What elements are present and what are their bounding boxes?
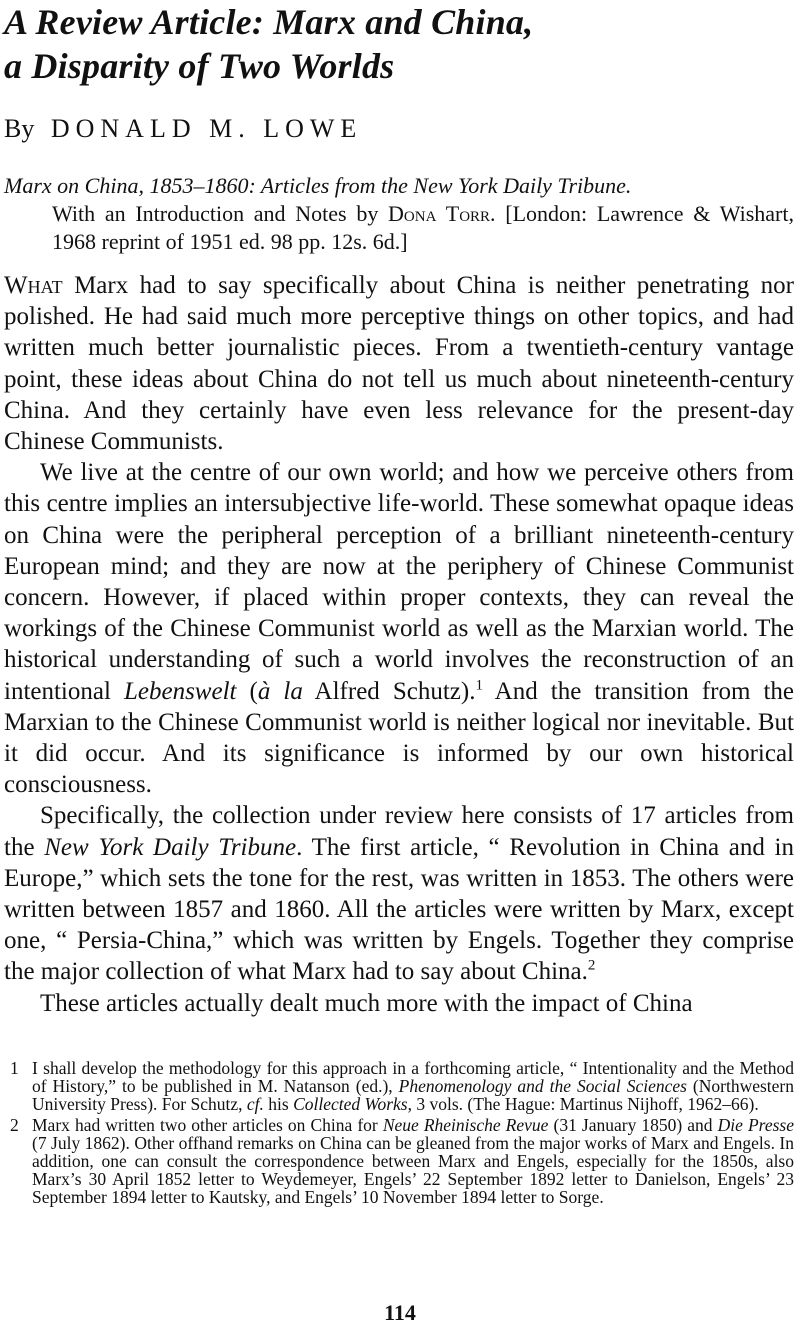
paragraph-4: These articles actually dealt much more with the impact of China (40, 989, 693, 1017)
article-title (4, 0, 794, 88)
footnote-2-number: 2 (10, 1114, 19, 1135)
page-number: 114 (384, 1300, 416, 1325)
paragraph-2-ala: à la (257, 677, 303, 705)
footnote-1-book: Phenomenology and the Social Sciences (398, 1075, 687, 1096)
paragraph-3-a: Specifically, the collection under review here consists of 17 articles from the (4, 802, 794, 861)
paragraph-3-paper: New York Daily Tribune (44, 833, 297, 861)
footnote-1-cf: cf. (246, 1093, 264, 1114)
paragraph-1-lead: What (4, 272, 63, 299)
footnote-2 (4, 1116, 794, 1206)
paragraph-2-b: ( (236, 677, 258, 705)
paragraph-2-lebenswelt: Lebenswelt (123, 677, 237, 705)
paragraph-1-text: Marx had to say specifically about China is neither penetrating nor polished. He had said much more perceptive things on other topics, and had written much better journalistic pieces. From a twentieth-century vantage point, these ideas about China do not tell us much about nineteenth-century China. And they certainly have even less relevance for the present-day Chinese Communists. (4, 272, 794, 456)
footnote-1-number: 1 (10, 1057, 19, 1078)
author-name: DONALD M. LOWE (50, 114, 363, 143)
footnote-2-presse: Die Presse (717, 1114, 794, 1135)
footnote-2-a: Marx had written two other articles on China for (32, 1114, 383, 1135)
footnotes (4, 1059, 794, 1206)
paragraph-2 (4, 457, 794, 800)
ref-details-post: . [London: Lawrence & Wishart, 1968 reprint of 1951 ed. 98 pp. 12s. 6d.] (52, 201, 794, 254)
article-body (4, 270, 794, 1019)
paragraph-3-b: . The first article, “ Revolution in China and in Europe,” which sets the tone for the rest, was written in 1853. The others were written between 1857 and 1860. All the articles were written by Marx, except one, “ Persia-China,” which was written by Engels. Together they comprise the major collection of what Marx had to say about China. (4, 833, 795, 986)
paragraph-2-c: Alfred Schutz). (302, 677, 476, 705)
title-line-2: a Disparity of Two Worlds (4, 46, 395, 86)
footnote-1-d: , 3 vols. (The Hague: Martinus Nijhoff, 1962–66). (407, 1093, 759, 1114)
footnote-1-a: I shall develop the methodology for this approach in a forthcoming article, “ Intentionality and the Method of History,” to be published in M. Natanson (ed.), (32, 1057, 794, 1096)
paragraph-2-a: We live at the centre of our own world; and how we perceive others from this centre implies an intersubjective life-world. These somewhat opaque ideas on China were the peripheral perception of a brilliant nineteenth-century European mind; and they are now at the periphery of Chinese Communist concern. However, if placed within proper contexts, they can reveal the workings of the Chinese Communist world as well as the Marxian world. The historical understanding of such a world involves the reconstruction of an intentional (4, 459, 794, 705)
ref-details-pre: With an Introduction and Notes by (52, 201, 389, 226)
footnote-2-b: (31 January 1850) and (548, 1114, 718, 1135)
ref-editor: Dona Torr (388, 201, 491, 226)
reviewed-book-details (4, 200, 794, 256)
reviewed-book-reference (4, 172, 794, 256)
title-line-1: A Review Article: Marx and China, (4, 2, 534, 42)
paragraph-2-d: And the transition from the Marxian to the Chinese Communist world is neither logical nor inevitable. But it did occur. And its significance is informed by our own historical consciousness. (4, 677, 795, 799)
footnote-1-b: (Northwestern University Press). For Schutz, (32, 1075, 794, 1114)
footnote-ref-2[interactable]: 2 (587, 958, 596, 975)
reviewed-book-title: Marx on China, 1853–1860: Articles from the New York Daily Tribune. (4, 173, 632, 198)
byline-by: By (4, 114, 35, 143)
paragraph-3 (4, 800, 794, 987)
footnote-1-c: his (263, 1093, 294, 1114)
paragraph-1 (4, 270, 794, 457)
byline (4, 112, 794, 146)
footnote-2-c: (7 July 1862). Other offhand remarks on China can be gleaned from the major works of Marx and Engels. In addition, one can consult the correspondence between Marx and Engels, especially for the 1850s, also Marx’s 30 April 1852 letter to Weydemeyer, Engels’ 22 September 1892 letter to Danielson, Engels’ 23 September 1894 letter to Kautsky, and Engels’ 10 November 1894 letter to Sorge. (32, 1132, 794, 1207)
footnote-1 (4, 1059, 794, 1113)
footnote-1-works: Collected Works (293, 1093, 408, 1114)
footnote-ref-1[interactable]: 1 (475, 677, 483, 694)
footnote-2-rhein: Neue Rheinische Revue (382, 1114, 549, 1135)
